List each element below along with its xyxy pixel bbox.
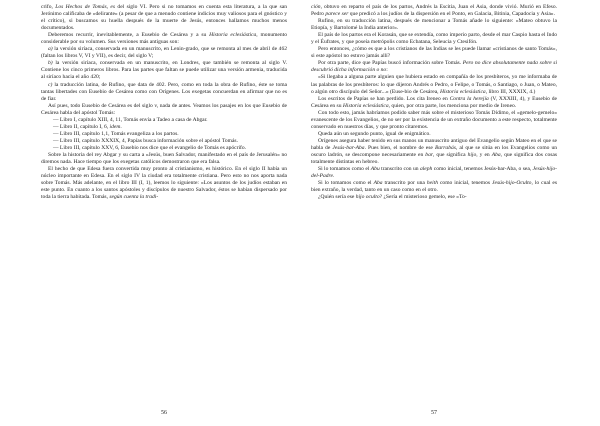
paragraph: crifo, Los Hechos de Tomás, es del siglo VI. Pero si no tomamos en cuenta esta literatura, a la que san Jerónimo calificaba de «delirante» (a pesar de que a menudo contiene indicios muy valiosos para el gnóstico y el crítico), si buscamos su huella después de la muerte de Jesús, entonces hallamos muchos menos documentados. (41, 4, 287, 32)
list-entry: — Libro I, capítulo XIII, 4, 11, Tomás envía a Tadeo a casa de Abgar. (53, 116, 208, 123)
paragraph: Si lo tomamos como el Aba transcrito por una heith como inicial, tenemos Jesús-hijo-Oculto, lo cual es bien extraño, la verdad, tanto en un caso como en el otro. (311, 180, 557, 194)
paragraph: El país de los partos era el Korasán, que se extendía, como imperio parto, desde el mar Caspio hasta el Indo y el Éufrates, y que poseía metrópolis como Ecbatana, Seleucia y Ctesifón. (311, 32, 557, 46)
list-entry: — Libro III, capítulo 1,1, Tomás evangeliza a los partos. (53, 130, 179, 137)
list-entry: — Libro III, capítulo XXV, 6, Eusebio nos dice que el evangelio de Tomás es apócrifo. (53, 144, 247, 151)
paragraph: ción, obtuvo en reparto el país de los partos, Andrés la Escitia, Juan el Asia, donde vivió. Murió en Efeso. Pedro parece ser que predicó a los judíos de la dispersión en el Ponto, en Galacia, Bitinia, Capadocia y Asia». (311, 4, 557, 18)
paragraph: Si lo tomamos como el Abu transcrito con un aleph como inicial, tenemos Jesús-bar-Aba, o sea, Jesús-hijo-del-Padre. (311, 166, 557, 180)
paragraph: Sobre la historia del rey Abgar y su carta a «Jesús, buen Salvador, manifestado en el país de Jerusalén» no diremos nada. Hace tiempo que los exegetas católicos demostraron que era falsa. (41, 151, 287, 166)
paragraph: El hecho de que Edesa fuera convertida muy pronto al cristianismo, es histórico. En el siglo II había un núcleo importante en Edesa. En el siglo IV la ciudad era totalmente cristiana. Pero esto no nos aporta nada sobre Tomás. Más adelante, en el libro III (I, 1), leemos lo siguiente: «Los asuntos de los judíos estaban en este punto. En cuanto a los santos apóstoles y discípulos de nuestro Salvador, éstos se habían dispersado por toda la tierra habitada. Tomás, según cuenta la tradi- (41, 166, 287, 201)
paragraph: b) la versión siríaca, conservada en un manuscrito, en Londres, que también se remonta al siglo V. Contiene los cinco primeros libros. Para las partes que faltan se puede utilizar una versión armenia, traducida al siríaco hacia el año 420; (41, 60, 287, 81)
paragraph: Rufino, en su traducción latina, después de mencionar a Tomás añade lo siguiente: «Mateo obtuvo la Etiopía, y Bartolomé la India anterior». (311, 18, 557, 32)
paragraph: Así pues, todo Eusebio de Cesárea es del siglo v, nada de antes. Veamos los pasajes en los que Eusebio de Cesárea habla del apóstol Tomás: (41, 102, 287, 116)
paragraph: Por otra parte, dice que Papías buscó información sobre Tomás. Pero no dice absolutamente nada sobre si descubrió dicha información o no: (311, 60, 557, 74)
paragraph: c) la traducción latina, de Rufino, que data de 402. Pero, como en toda la obra de Rufino, éste se toma tantas libertades con Eusebio de Cesárea como con Orígenes. Los exegetas concuerdan en afirmar que no es de fiar. (41, 81, 287, 102)
paragraph: Queda aún un segundo punto, igual de enigmático. (318, 130, 431, 137)
paragraph: Los escritos de Papías se han perdido. Los cita Ireneo en Contra la herejía (V, XXXIII, 4), y Eusebio de Cesárea en su Historia eclesiástica, quien, por otra parte, los menciona por medio de Ireneo. (311, 95, 557, 109)
list-entry: — Libro III, capítulo XXXIX, 4, Papías busca información sobre el apóstol Tomás. (53, 137, 238, 144)
right-page-number: 57 (431, 410, 437, 416)
paragraph: Orígenes asegura haber tenido en sus manos un manuscrito antiguo del Evangelio según Mateo en el que se habla de Jesús-bar-Aba. Pues bien, el nombre de ese Barrabás, al que se sitúa en los Evangelios como un oscuro ladrón, se descompone necesariamente en bar, que significa hijo, y en Aba, que significa dos cosas totalmente distintas en hebreo. (311, 137, 558, 166)
paragraph: Pero entonces, ¿cómo es que a los cristianos de las Indias se les puede llamar «cristianos de santo Tomás», si este apóstol no estuvo jamás allí? (311, 46, 557, 60)
paragraph: Deberemos recurrir, inevitablemente, a Eusebio de Cesárea y a su Historia eclesiástica, monumento considerable por su volumen. Sus versiones más antiguas son: (41, 32, 287, 46)
left-page (41, 4, 287, 404)
paragraph: a) la versión siríaca, conservada en un manuscrito, en Lenin-grado, que se remonta al mes de abril de 462 (faltan los libros V, VI y VII), es decir, del siglo V; (41, 46, 287, 60)
paragraph: ¿Quién sería ese hijo oculto? ¿Sería el misterioso gemelo, ese «To- (318, 194, 467, 201)
right-page (311, 4, 557, 404)
left-page-number: 56 (161, 410, 167, 416)
paragraph: «Si llegaba a alguna parte alguien que hubiera estado en compañía de los presbíteros, yo me informaba de las palabras de los presbíteros: lo que dijeron Andrés o Pedro, o Felipe, o Tomás, o Santiago, o Juan, o Mateo, o algún otro discípulo del Señor...» (Euse-bio de Cesárea, Historia eclesiástica, libro III, XXXIX, 4.) (311, 74, 557, 95)
list-entry: — Libro II, capítulo I, 6, idem. (53, 123, 122, 130)
paragraph: Con todo esto, jamás habríamos podido saber más sobre el misterioso Tomás Dídimo, el «gemelo-gemelo» evanescente de los Evangelios, de no ser por la existencia de un extraño documento a este respecto, totalmente conservado en nuestros días, y que pronto citaremos. (311, 109, 557, 130)
